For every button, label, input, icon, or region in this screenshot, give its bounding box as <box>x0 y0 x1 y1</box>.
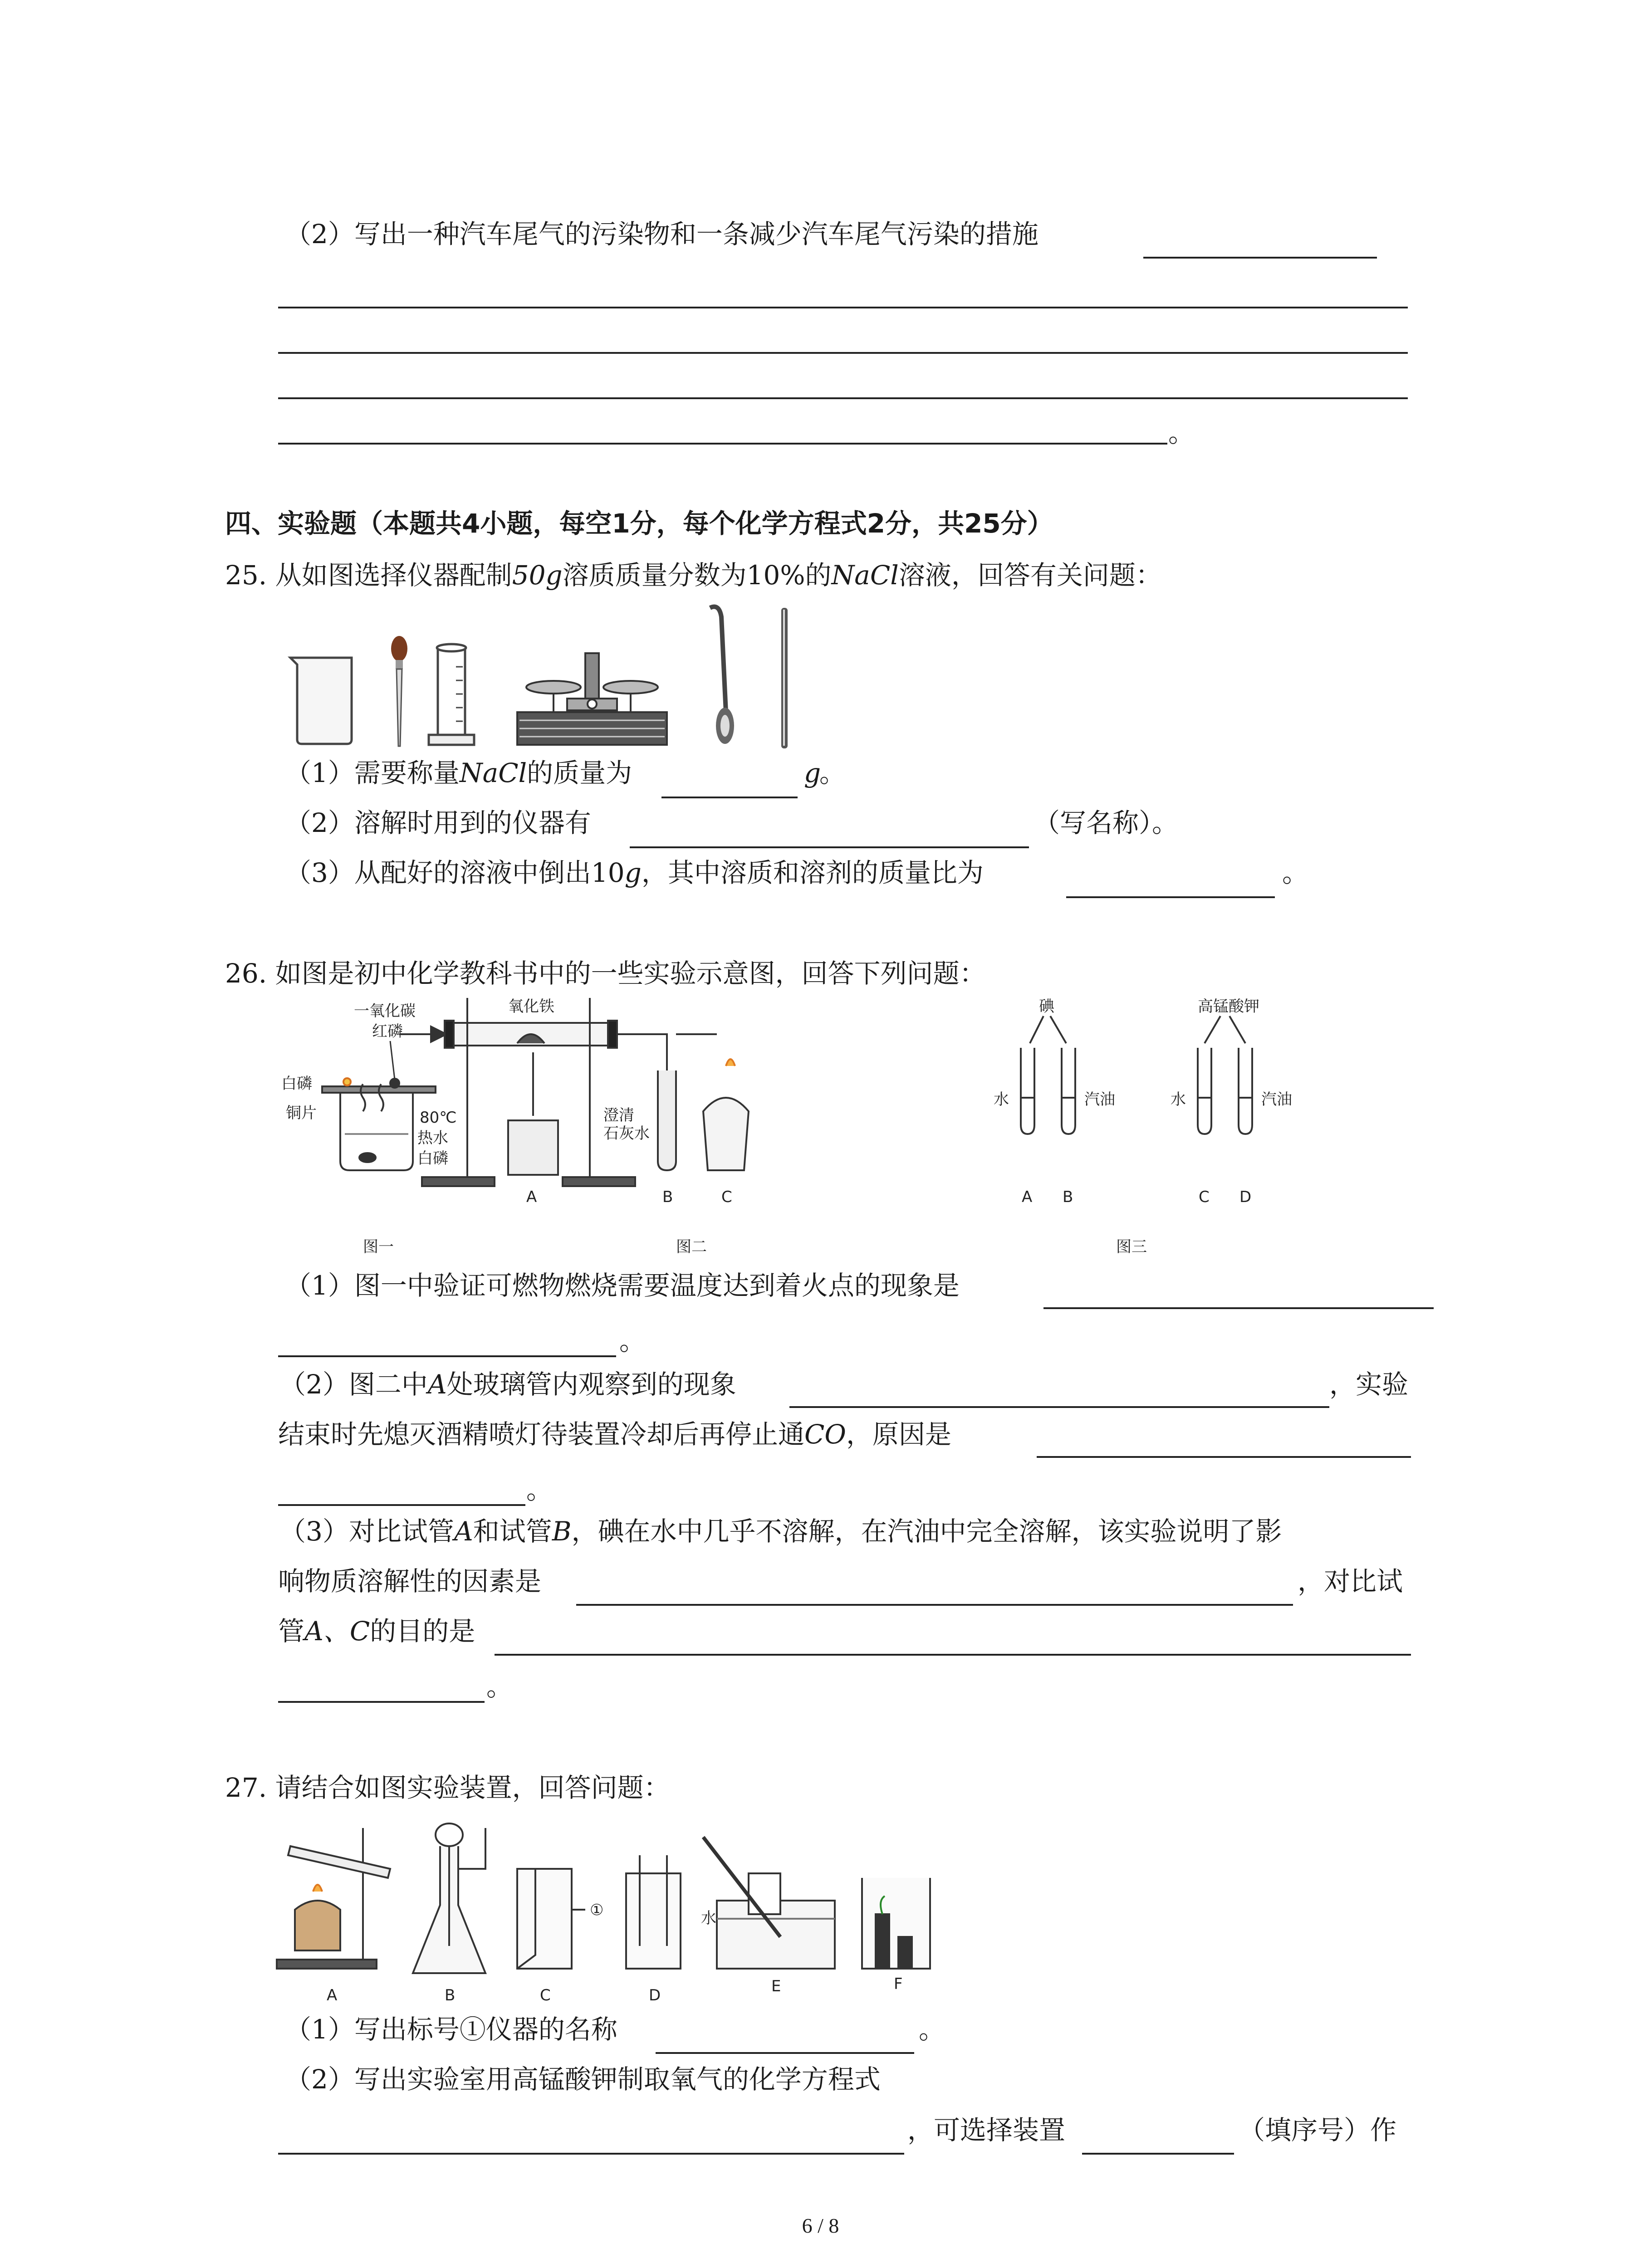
dropper-icon <box>391 636 407 746</box>
balance-scale-icon <box>517 653 667 745</box>
q26-p2-A: A <box>427 1369 447 1400</box>
q26-p1-end: 。 <box>619 1325 646 1356</box>
answer-blank[interactable] <box>278 1355 616 1357</box>
q26-p3-end: 。 <box>486 1671 513 1702</box>
fig3-label-b: B <box>1063 1188 1073 1206</box>
fig2-label-limewater: 石灰水 <box>603 1124 650 1143</box>
q27-apparatus-figure <box>272 1810 998 2009</box>
fig2-label-co: 一氧化碳 <box>354 1002 416 1020</box>
answer-blank[interactable] <box>1082 2153 1234 2155</box>
q26-p2-end: 。 <box>526 1474 553 1505</box>
q25-p1-unit: g <box>804 758 821 788</box>
q26-part3-line2: 响物质溶解性的因素是 <box>278 1566 542 1597</box>
fig3-label-kmno4: 高锰酸钾 <box>1198 997 1259 1016</box>
fig2-co-reduction <box>399 998 749 1186</box>
fig3-label-iodine: 碘 <box>1039 997 1054 1016</box>
q26-p3-b: 和试管 <box>473 1516 552 1547</box>
q26-p2-e: ，原因是 <box>846 1419 951 1450</box>
fig1-label-red-phosphorus: 红磷 <box>372 1022 403 1041</box>
answer-blank[interactable] <box>789 1406 1329 1408</box>
q26-p3-f: 管 <box>278 1616 305 1647</box>
q27-part1: （1）写出标号①仪器的名称 <box>285 2014 617 2045</box>
q26-p3-a: （3）对比试管 <box>279 1516 454 1547</box>
q27-p1-end: 。 <box>919 2014 945 2045</box>
apparatus-b <box>413 1823 485 1973</box>
q26-p2-c: ，实验 <box>1329 1369 1409 1400</box>
fig3-label-gasoline-b: 汽油 <box>1084 1090 1115 1109</box>
q26-experiment-figures <box>272 998 1361 1261</box>
fig3-caption: 图三 <box>1116 1238 1147 1256</box>
answer-blank[interactable] <box>278 2153 904 2155</box>
answer-blank[interactable] <box>576 1604 1293 1606</box>
fig3-label-water-a: 水 <box>994 1090 1009 1109</box>
q26-p2-b: 处玻璃管内观察到的现象 <box>446 1369 736 1400</box>
fig2-label-a: A <box>526 1188 537 1206</box>
answer-blank[interactable] <box>1143 257 1377 259</box>
q25-p3-end: 。 <box>1282 857 1309 888</box>
q26-part2-line1 <box>279 1368 736 1401</box>
q25-stem <box>225 559 1162 591</box>
q27-label-a: A <box>327 1986 338 2004</box>
q25-p1-nacl: NaCl <box>459 758 527 788</box>
q25-part3 <box>285 856 984 889</box>
q26-p3-e: ，对比试 <box>1298 1566 1403 1597</box>
q26-p2-co: CO <box>804 1419 846 1450</box>
fig1-caption: 图一 <box>363 1238 394 1256</box>
page-number: 6 / 8 <box>802 2214 839 2237</box>
fig2-label-fe2o3: 氧化铁 <box>508 997 554 1016</box>
fig3-label-water-c: 水 <box>1171 1090 1186 1109</box>
q24-part2-text: （2）写出一种汽车尾气的污染物和一条减少汽车尾气污染的措施 <box>285 219 1038 249</box>
q25-stem-a: 25. 从如图选择仪器配制 <box>225 560 512 591</box>
answer-blank[interactable] <box>278 1701 485 1703</box>
answer-blank[interactable] <box>278 352 1408 354</box>
q25-p2-b: （写名称）。 <box>1034 807 1179 838</box>
fig3-label-gasoline-d: 汽油 <box>1261 1090 1292 1109</box>
q26-p3-g: 的目的是 <box>370 1616 475 1647</box>
q27-stem: 27. 请结合如图实验装置，回答问题： <box>225 1772 670 1803</box>
fig3-label-a: A <box>1022 1188 1033 1206</box>
q25-part1 <box>285 757 632 789</box>
q27-label-water: 水 <box>701 1909 716 1927</box>
answer-blank[interactable] <box>278 397 1408 399</box>
fig2-label-clear: 澄清 <box>603 1106 634 1124</box>
q26-p2-a: （2）图二中 <box>279 1369 428 1400</box>
graduated-cylinder-icon <box>429 644 474 745</box>
answer-blank[interactable] <box>278 307 1408 308</box>
fig1-label-copper-sheet: 铜片 <box>286 1104 317 1122</box>
section-heading: 四、实验题（本题共4小题，每空1分，每个化学方程式2分，共25分） <box>225 508 1053 539</box>
q27-label-b: B <box>445 1986 456 2004</box>
answer-blank[interactable] <box>495 1654 1411 1656</box>
fig1-label-80c: 80℃ <box>420 1109 457 1127</box>
q26-p3-B: B <box>552 1516 572 1547</box>
q27-label-e: E <box>771 1977 781 1995</box>
q26-p3-AC: A、C <box>304 1616 370 1647</box>
q26-part3-line3 <box>278 1615 475 1647</box>
apparatus-a <box>277 1828 390 1969</box>
beaker-icon <box>290 658 352 744</box>
q25-stem-c: 溶液，回答有关问题： <box>898 560 1162 591</box>
answer-blank[interactable] <box>656 2052 914 2054</box>
answer-blank[interactable] <box>1037 1456 1411 1458</box>
fig1-label-white-phosphorus-2: 白磷 <box>417 1149 448 1168</box>
q25-p1-end: 。 <box>819 758 846 788</box>
q26-p3-c: ，碘在水中几乎不溶解，在汽油中完全溶解，该实验说明了影 <box>571 1516 1282 1547</box>
answer-blank[interactable] <box>1066 896 1275 898</box>
q27-p2-b: ，可选择装置 <box>907 2115 1066 2146</box>
q26-p2-d: 结束时先熄灭酒精喷灯待装置冷却后再停止通 <box>278 1419 805 1450</box>
fig2-label-c: C <box>721 1188 732 1206</box>
fig3-test-tubes <box>1021 1016 1252 1134</box>
q25-stem-b: 溶质质量分数为10%的 <box>562 560 832 591</box>
fig1-label-hot-water: 热水 <box>417 1129 448 1147</box>
apparatus-e <box>703 1837 835 1969</box>
fig1-label-white-phosphorus: 白磷 <box>281 1075 312 1093</box>
q25-stem-nacl: NaCl <box>831 560 899 591</box>
q27-p2-c: （填序号）作 <box>1239 2115 1397 2146</box>
answer-blank[interactable] <box>278 1504 525 1506</box>
fig3-label-c: C <box>1199 1188 1210 1206</box>
q27-label-c: C <box>540 1986 551 2004</box>
apparatus-c <box>517 1869 585 1969</box>
fig2-label-b: B <box>662 1188 673 1206</box>
q27-label-d: D <box>649 1986 661 2004</box>
glass-rod-icon <box>781 608 788 748</box>
q25-p3-a: （3）从配好的溶液中倒出10 <box>285 857 625 888</box>
q27-label-f: F <box>894 1975 903 1993</box>
q25-p3-b: ，其中溶质和溶剂的质量比为 <box>641 857 984 888</box>
q27-label-circle-1: ① <box>590 1901 604 1919</box>
q25-p3-g: g <box>624 857 642 888</box>
answer-blank[interactable] <box>661 797 798 798</box>
q25-part2: （2）溶解时用到的仪器有 <box>285 807 591 838</box>
fig2-caption: 图二 <box>676 1238 707 1256</box>
apparatus-f <box>862 1878 930 1969</box>
fig3-label-d: D <box>1239 1188 1252 1206</box>
q25-instruments-figure <box>272 599 817 753</box>
q27-part2: （2）写出实验室用高锰酸钾制取氧气的化学方程式 <box>285 2064 881 2095</box>
q26-part1: （1）图一中验证可燃物燃烧需要温度达到着火点的现象是 <box>285 1270 960 1301</box>
answer-blank[interactable] <box>1043 1307 1434 1309</box>
medicine-spoon-icon <box>710 607 734 744</box>
q24-end-mark: 。 <box>1168 417 1195 448</box>
q25-p1-a: （1）需要称量 <box>285 758 460 788</box>
apparatus-d <box>626 1855 681 1969</box>
q26-stem: 26. 如图是初中化学教科书中的一些实验示意图，回答下列问题： <box>225 958 986 989</box>
q26-part3-line1 <box>279 1515 1282 1548</box>
q25-stem-mass: 50g <box>512 560 563 591</box>
q26-p3-A: A <box>454 1516 473 1547</box>
answer-blank[interactable] <box>278 443 1167 445</box>
q26-part2-line2 <box>278 1418 951 1451</box>
answer-blank[interactable] <box>630 846 1029 848</box>
q25-p1-b: 的质量为 <box>527 758 632 788</box>
